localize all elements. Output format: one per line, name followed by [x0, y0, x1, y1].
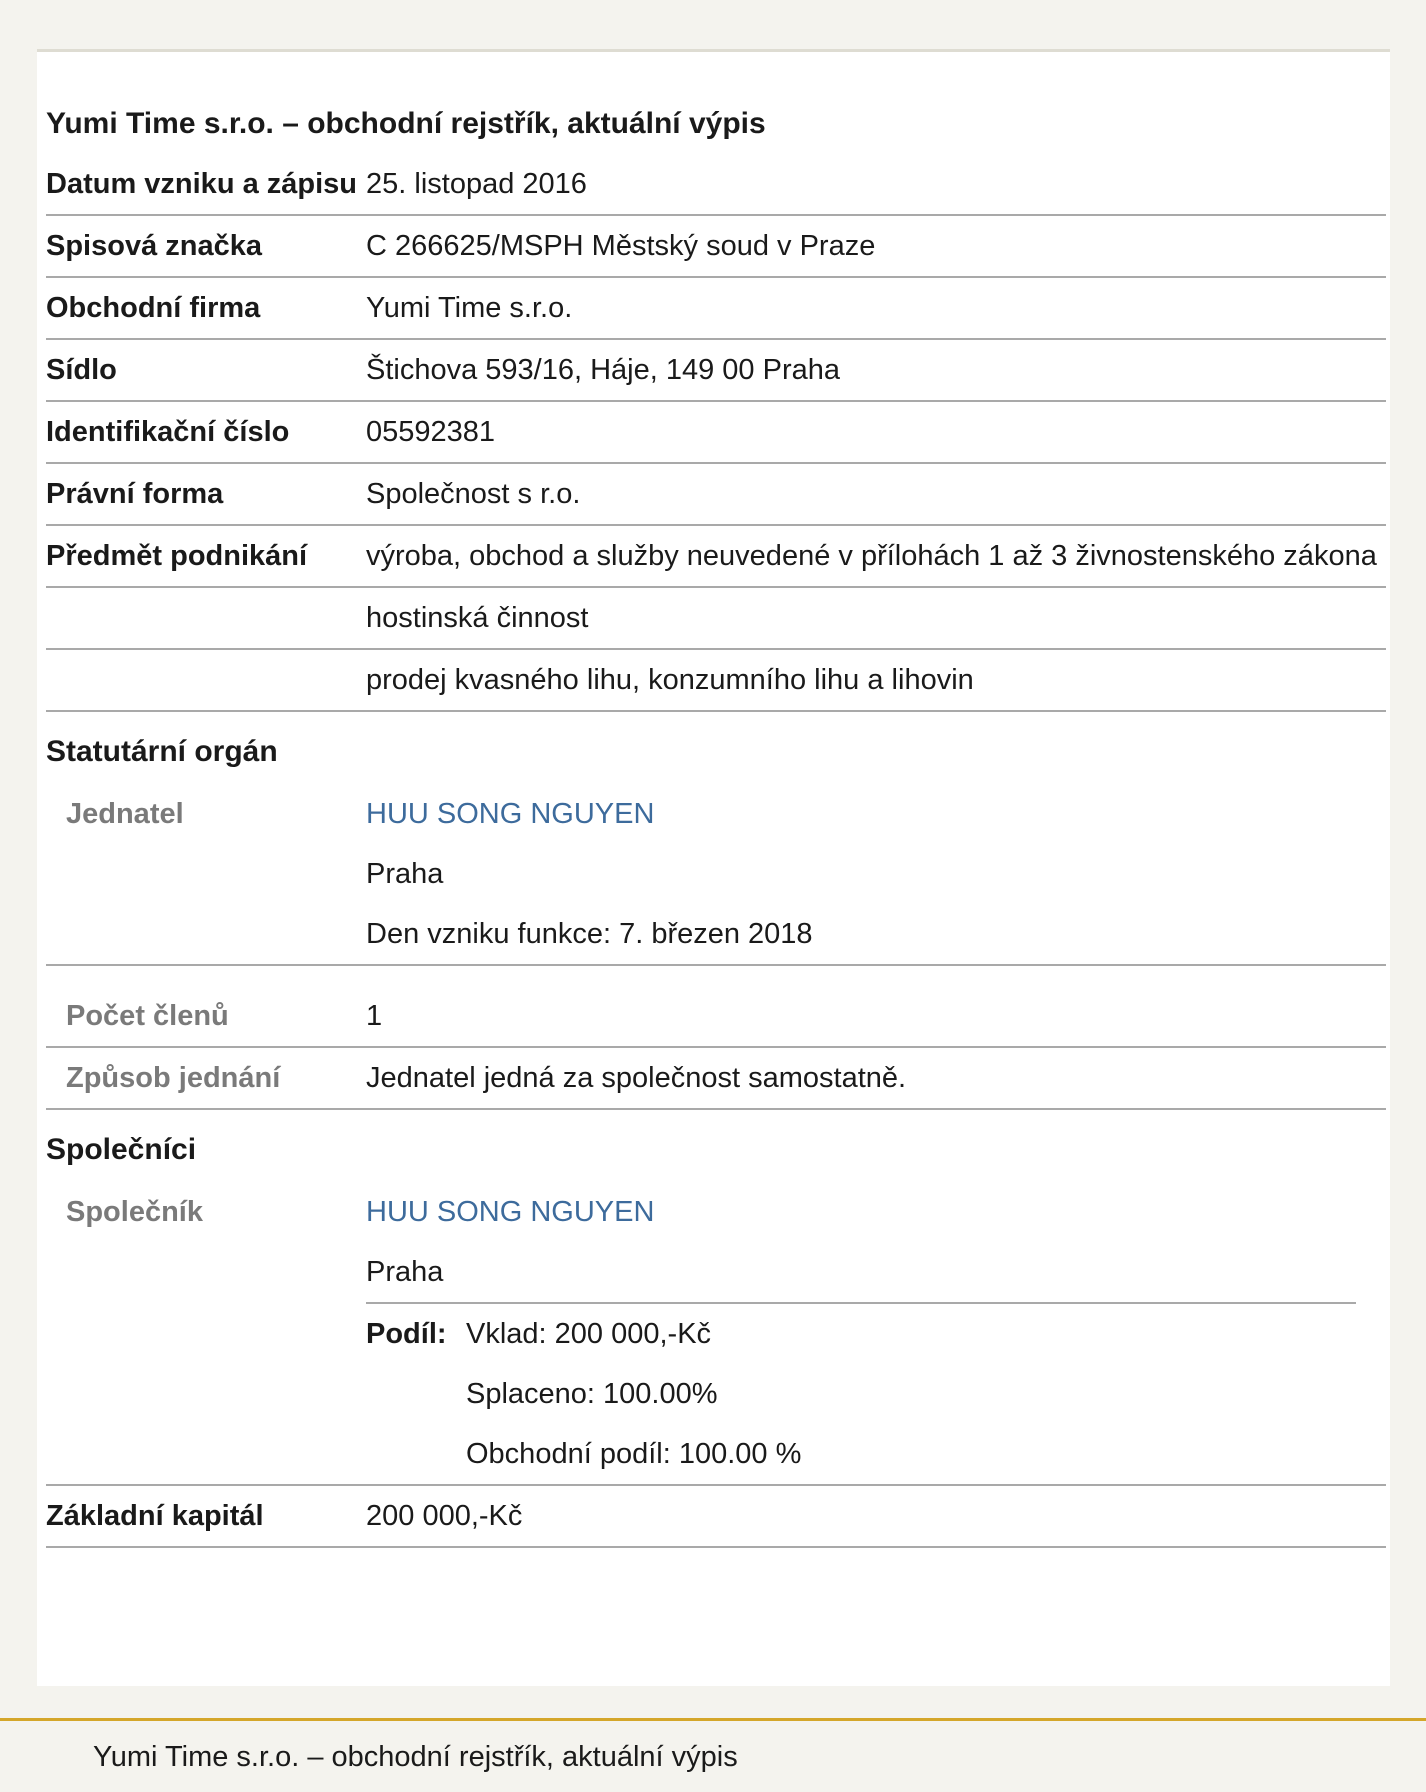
page-title: Yumi Time s.r.o. – obchodní rejstřík, aktuální výpis	[46, 107, 766, 140]
row-pravni-forma	[46, 464, 1386, 526]
podil-block	[366, 1304, 1356, 1484]
label-spisova-znacka: Spisová značka	[46, 230, 262, 262]
row-ico	[46, 402, 1386, 464]
row-zpusob-jednani	[46, 1048, 1386, 1110]
row-spolecnik	[46, 1182, 1386, 1486]
spolecnik-city: Praha	[366, 1256, 444, 1288]
value-predmet-1: výroba, obchod a služby neuvedené v přílohách 1 až 3 živnostenského zákona	[366, 540, 1377, 572]
label-datum-vzniku-text: Datum vzniku a zápisu	[46, 168, 358, 200]
spolecnik-block	[366, 1182, 1356, 1484]
section-statutarni-organ: Statutární orgán	[46, 735, 278, 768]
value-jednatel	[366, 784, 1386, 964]
jednatel-name-link[interactable]: HUU SONG NGUYEN	[366, 798, 655, 830]
footer-title: Yumi Time s.r.o. – obchodní rejstřík, aktuální výpis	[93, 1741, 738, 1773]
label-zpusob-jednani: Způsob jednání	[66, 1062, 281, 1094]
row-predmet-3	[46, 650, 1386, 712]
value-zpusob-jednani: Jednatel jedná za společnost samostatně.	[366, 1062, 907, 1094]
label-datum-vzniku	[46, 154, 366, 214]
value-sidlo: Štichova 593/16, Háje, 149 00 Praha	[366, 354, 840, 386]
label-sidlo: Sídlo	[46, 354, 117, 386]
value-spolecnik	[366, 1182, 1386, 1484]
label-jednatel: Jednatel	[66, 798, 184, 830]
label-predmet-podnikani: Předmět podnikání	[46, 540, 308, 572]
label-zakladni-kapital: Základní kapitál	[46, 1500, 264, 1532]
label-ico: Identifikační číslo	[46, 416, 290, 448]
row-obchodni-firma	[46, 278, 1386, 340]
podil-vklad: Vklad: 200 000,-Kč	[466, 1318, 712, 1350]
registry-card	[37, 52, 1390, 1686]
row-jednatel	[46, 784, 1386, 966]
row-zakladni-kapital	[46, 1486, 1386, 1548]
label-obchodni-firma: Obchodní firma	[46, 292, 261, 324]
label-spolecnik: Společník	[66, 1196, 203, 1228]
podil-values	[466, 1304, 801, 1484]
value-obchodni-firma: Yumi Time s.r.o.	[366, 292, 573, 324]
value-pravni-forma: Společnost s r.o.	[366, 478, 581, 510]
value-zakladni-kapital: 200 000,-Kč	[366, 1500, 523, 1532]
value-ico: 05592381	[366, 416, 496, 448]
podil-label: Podíl:	[366, 1318, 447, 1350]
label-pravni-forma: Právní forma	[46, 478, 224, 510]
registry-content	[46, 98, 1386, 1548]
row-sidlo	[46, 340, 1386, 402]
row-pocet-clenu	[46, 966, 1386, 1048]
label-empty	[46, 650, 366, 710]
value-spisova-znacka: C 266625/MSPH Městský soud v Praze	[366, 230, 876, 262]
spolecnik-name-link[interactable]: HUU SONG NGUYEN	[366, 1196, 655, 1228]
value-predmet-2: hostinská činnost	[366, 602, 589, 634]
row-predmet-2	[46, 588, 1386, 650]
value-datum-vzniku: 25. listopad 2016	[366, 168, 587, 200]
label-empty	[46, 588, 366, 648]
jednatel-since: Den vzniku funkce: 7. březen 2018	[366, 918, 813, 950]
label-pocet-clenu: Počet členů	[66, 1000, 229, 1032]
row-spisova-znacka	[46, 216, 1386, 278]
value-pocet-clenu: 1	[366, 1000, 383, 1032]
section-spolecnici: Společníci	[46, 1133, 197, 1166]
podil-obchodni: Obchodní podíl: 100.00 %	[466, 1438, 802, 1470]
footer-divider	[0, 1718, 1426, 1721]
row-predmet-podnikani	[46, 526, 1386, 588]
jednatel-city: Praha	[366, 858, 444, 890]
podil-splaceno: Splaceno: 100.00%	[466, 1378, 718, 1410]
row-datum-vzniku	[46, 154, 1386, 216]
value-predmet-3: prodej kvasného lihu, konzumního lihu a lihovin	[366, 664, 974, 696]
